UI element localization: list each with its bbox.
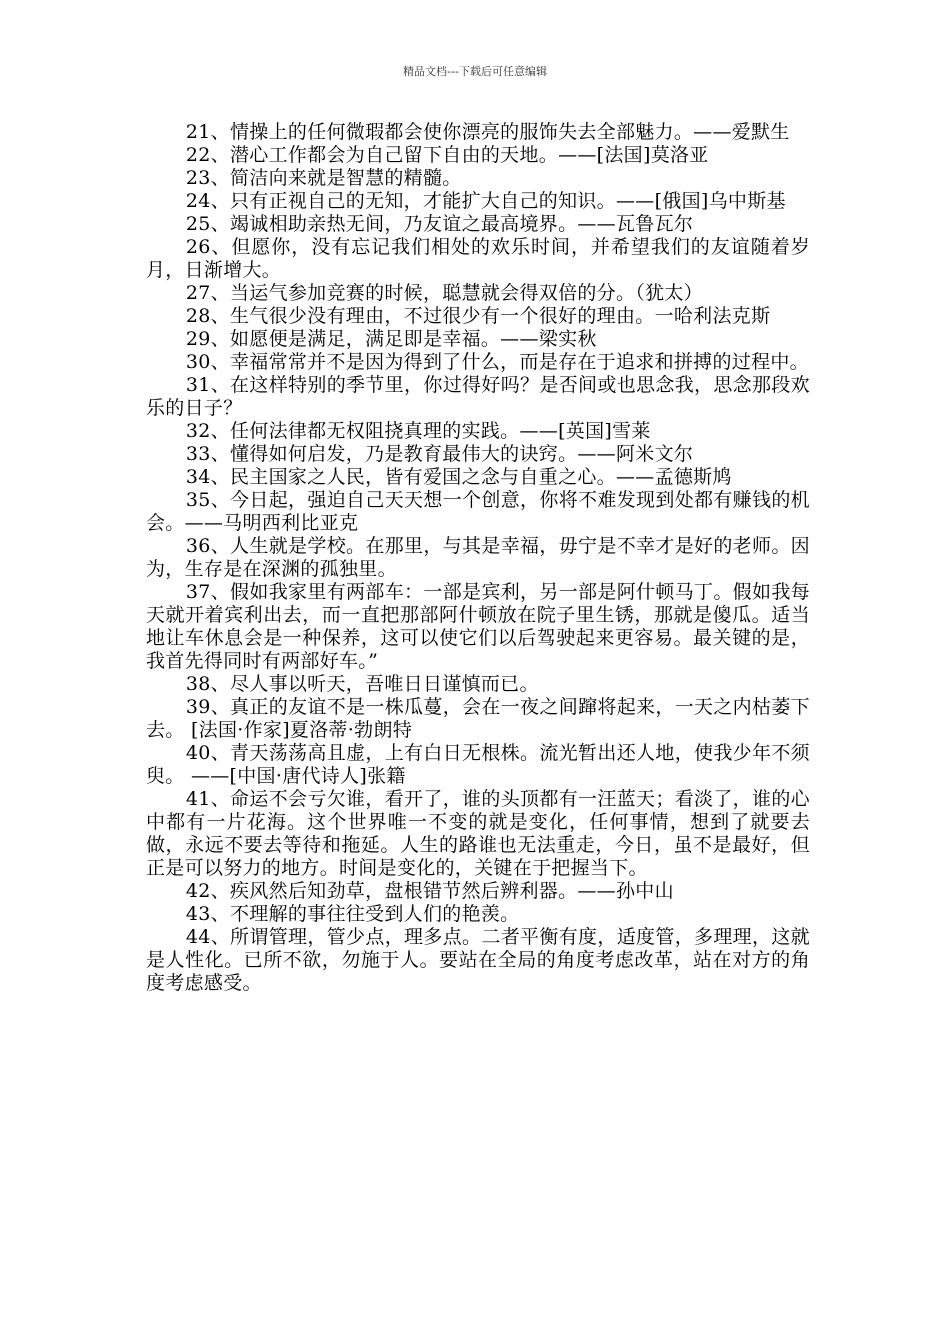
quote-37: 37、假如我家里有两部车：一部是宾利，另一部是阿什顿马丁。假如我每天就开着宾利出去，而一直把那部阿什顿放在院子里生锈，那就是傻瓜。适当地让车休息会是一种保养，这可以使它们以后驾驶起来更容易。最关键的是，我首先得同时有两部好车。”	[146, 581, 810, 672]
page-header: 精品文档---下载后可任意编辑	[403, 65, 547, 78]
quote-32: 32、任何法律都无权阻挠真理的实践。——[英国]雪莱	[185, 420, 651, 442]
quote-39: 39、真正的友谊不是一株瓜蔓，会在一夜之间蹿将起来，一天之内枯萎下去。 [法国·作家]夏洛蒂·勃朗特	[146, 696, 810, 741]
quote-40: 40、青天荡荡高且虚，上有白日无根株。流光暂出还人地，使我少年不须臾。 ——[中国·唐代诗人]张籍	[146, 742, 810, 787]
quote-26: 26、但愿你，没有忘记我们相处的欢乐时间，并希望我们的友谊随着岁月，日渐增大。	[146, 236, 810, 281]
quote-31: 31、在这样特别的季节里，你过得好吗？是否间或也思念我，思念那段欢乐的日子？	[146, 374, 810, 419]
quote-34: 34、民主国家之人民，皆有爱国之念与自重之心。——孟德斯鸠	[185, 466, 732, 488]
quote-38: 38、尽人事以听天，吾唯日日谨慎而已。	[185, 673, 539, 695]
quote-44: 44、所谓管理，管少点，理多点。二者平衡有度，适度管，多理理，这就是人性化。已所不欲，勿施于人。要站在全局的角度考虑改革，站在对方的角度考虑感受。	[146, 926, 810, 994]
quote-41: 41、命运不会亏欠谁，看开了，谁的头顶都有一汪蓝天；看淡了，谁的心中都有一片花海。这个世界唯一不变的就是变化，任何事情，想到了就要去做，永远不要去等待和拖延。人生的路谁也无法重走，今日，虽不是最好，但正是可以努力的地方。时间是变化的，关键在于把握当下。	[146, 788, 810, 879]
quote-42: 42、疾风然后知劲草，盘根错节然后辨利器。——孙中山	[185, 880, 674, 902]
quote-33: 33、懂得如何启发，乃是教育最伟大的诀窍。——阿米文尔	[185, 443, 694, 465]
quote-21: 21、情操上的任何微瑕都会使你漂亮的服饰失去全部魅力。——爱默生	[185, 121, 790, 143]
quote-29: 29、如愿便是满足，满足即是幸福。——梁实秋	[185, 328, 597, 350]
quote-35: 35、今日起，强迫自己天天想一个创意，你将不难发现到处都有赚钱的机会。——马明西利比亚克	[146, 489, 810, 534]
quote-24: 24、只有正视自己的无知，才能扩大自己的知识。——[俄国]乌中斯基	[185, 190, 786, 212]
quote-23: 23、简洁向来就是智慧的精髓。	[185, 167, 462, 189]
quote-22: 22、潜心工作都会为自己留下自由的天地。——[法国]莫洛亚	[185, 144, 709, 166]
document-body	[146, 121, 810, 995]
quote-28: 28、生气很少没有理由，不过很少有一个很好的理由。一哈利法克斯	[185, 305, 771, 327]
quote-36: 36、人生就是学校。在那里，与其是幸福，毋宁是不幸才是好的老师。因为，生存是在深渊的孤独里。	[146, 535, 810, 580]
quote-43: 43、不理解的事往往受到人们的艳羡。	[185, 903, 520, 925]
quote-27: 27、当运气参加竞赛的时候，聪慧就会得双倍的分。（犹太）	[185, 282, 703, 304]
quote-25: 25、竭诚相助亲热无间，乃友谊之最高境界。——瓦鲁瓦尔	[185, 213, 694, 235]
quote-30: 30、幸福常常并不是因为得到了什么，而是存在于追求和拼搏的过程中。	[185, 351, 809, 373]
